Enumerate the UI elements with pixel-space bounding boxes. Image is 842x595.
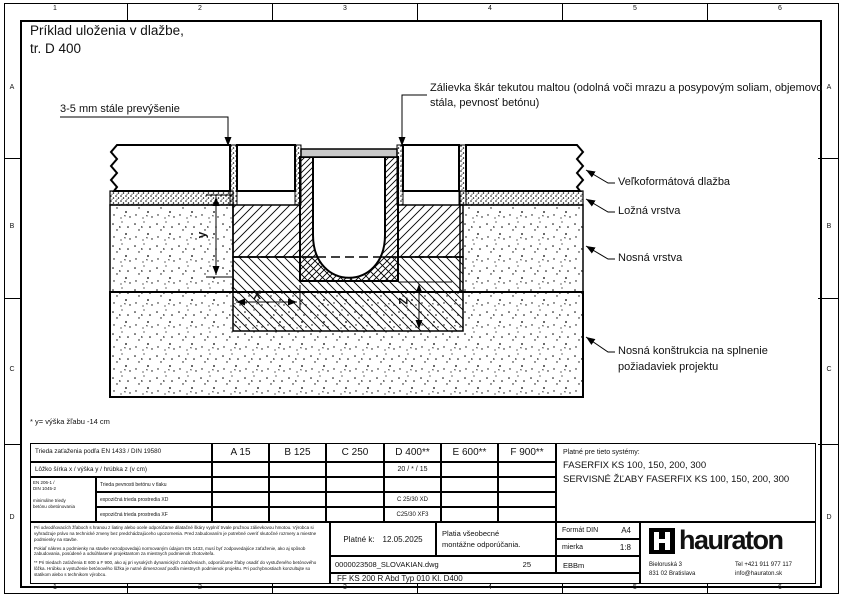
grout-leader <box>402 95 427 146</box>
label-bedding: Ložná vrstva <box>618 205 681 217</box>
ruler-row-label: A <box>9 84 15 91</box>
concrete-value <box>441 507 498 522</box>
title-line2: tr. D 400 <box>30 40 82 56</box>
ruler-row-label: B <box>9 223 15 230</box>
format-cell <box>556 522 640 539</box>
brand-cell <box>640 522 816 584</box>
concrete-value <box>498 477 556 492</box>
grating <box>301 149 397 157</box>
disclaimer-p2: Pokiaľ nákres a podmienky na stavbe nezodpovedajú normovaným údajom EN 1433, musí byť zodpovedajúce zaťaženie, ako aj spôsob zabudovania, posúdené a odsúhlasené projektantom za miestnych podmienok zhotoviteľa. <box>34 545 306 557</box>
joint-strip <box>459 145 466 205</box>
ruler-col-label: 4 <box>488 5 492 12</box>
layer-bedding-right <box>460 191 583 205</box>
paving-slab-outer-left <box>111 145 230 191</box>
bedding-value <box>326 462 384 477</box>
ruler-row-label: B <box>826 223 832 230</box>
bedding-value <box>441 462 498 477</box>
ruler-row-label: D <box>826 514 832 521</box>
ruler-col-label: 4 <box>488 584 492 591</box>
layer-base-right <box>460 205 583 292</box>
footnote: * y= výška žľabu -14 cm <box>30 417 110 426</box>
address-line2: 831 02 Bratislava <box>649 571 696 577</box>
label-paving: Veľkoformátová dlažba <box>618 176 731 188</box>
concrete-std-line1: EN 206-1 / <box>33 480 55 485</box>
valid-date-cell <box>330 522 436 556</box>
concrete-standard-cell <box>30 477 96 522</box>
concrete-value <box>326 492 384 507</box>
label-construction-line1: Nosná konštrukcia na splnenie <box>618 345 768 357</box>
ruler-row-label: D <box>9 514 15 521</box>
leader-base <box>586 246 615 259</box>
grout-annotation-line2: stála, pevnosť betónu) <box>430 97 540 109</box>
label-base: Nosná vrstva <box>618 252 683 264</box>
valid-label: Platné k: <box>343 534 375 544</box>
ruler-col-label: 2 <box>198 584 202 591</box>
ruler-col-label: 3 <box>343 584 347 591</box>
dim-y-label: y <box>194 231 209 239</box>
ruler-col-label: 6 <box>778 584 782 591</box>
ruler-col-label: 1 <box>53 584 57 591</box>
address-line1: Bieloruská 3 <box>649 562 683 568</box>
encasement-left <box>233 205 300 257</box>
drawing-title-cell: FF KS 200 R Abd Typ 010 Kl. D400 <box>330 573 640 584</box>
ruler-col-label: 3 <box>343 5 347 12</box>
hauraton-logo <box>649 527 783 554</box>
disclaimer-p1: Pri odvodňovacích žľaboch s hranou z liatiny alebo ocele odporúčame dilatačné škáry vyplniť trvale pružnou zálievkovou hmotou. Výrobca si vyhradzuje právo na technické zmeny bez predchádzajúceho upozornenia. Pred zabudovaním je potrebné overiť skutočné rozmery a miestne podmienky na stavbe. <box>34 525 317 542</box>
leader-bedding <box>586 199 615 212</box>
bedding-value <box>212 462 269 477</box>
concrete-value <box>212 492 269 507</box>
systems-line2: SERVISNÉ ŽĽABY FASERFIX KS 100, 150, 200, 300 <box>563 473 790 485</box>
ruler-row-label: C <box>9 366 15 373</box>
concrete-value <box>212 507 269 522</box>
layer-base-left <box>110 205 233 292</box>
layer-bedding-left <box>110 191 233 205</box>
hauraton-logo-icon <box>649 528 675 554</box>
load-class: E 600** <box>441 443 498 462</box>
load-class: B 125 <box>269 443 326 462</box>
scale-value: 1:8 <box>619 543 631 552</box>
concrete-value <box>441 492 498 507</box>
format-label: Formát DIN <box>562 527 599 534</box>
note-line1: Platia všeobecné <box>442 529 500 538</box>
concrete-row3-label: Trieda pevnosti betónu v tlaku <box>96 477 212 492</box>
file-name: 0000023508_SLOVAKIAN.dwg <box>335 560 439 569</box>
concrete-note-line1: minimálne triedy <box>33 498 66 504</box>
load-class-row-label: Trieda zaťaženia podľa EN 1433 / DIN 19580 <box>30 443 212 462</box>
load-class: A 15 <box>212 443 269 462</box>
note-line2: montážne odporúčania. <box>442 540 521 550</box>
concrete-value <box>326 507 384 522</box>
brand-contact <box>735 561 792 579</box>
leader-construction <box>586 337 615 352</box>
load-class: C 250 <box>326 443 384 462</box>
concrete-value-d400-xf: C25/30 XF3 <box>384 507 441 522</box>
systems-heading: Platné pre tieto systémy: <box>563 449 640 456</box>
file-cell <box>330 556 556 573</box>
sheet-number: 25 <box>522 560 531 569</box>
bedding-value-d400: 20 / * / 15 <box>384 462 441 477</box>
concrete-value <box>269 477 326 492</box>
joint-strip <box>230 145 237 205</box>
disclaimer-p3: ** Pri triedach zaťaženia E 600 a F 900, ako aj pri vysokých dynamických zaťaženiach, odporúčame žľaby osadiť do vystuženého betónového lôžka. Hrúbku a vystuženie betónového lôžka je nutné dimenzovať podľa miestnych podmienok projektu. Pri pochybnostiach konzultujte so statikom alebo s technikom výrobcu. <box>34 560 317 577</box>
overhang-annotation: 3-5 mm stále prevýšenie <box>60 103 180 115</box>
dim-x-label: X <box>253 288 262 302</box>
brand-email: info@hauraton.sk <box>735 571 783 577</box>
ruler-col-label: 5 <box>633 5 637 12</box>
concrete-row4-label: expozičná trieda prostredia XD <box>96 492 212 507</box>
scale-cell <box>556 539 640 556</box>
concrete-value <box>326 477 384 492</box>
author-cell: EBBm <box>556 556 640 573</box>
concrete-value <box>498 507 556 522</box>
ruler-col-label: 5 <box>633 584 637 591</box>
bedding-value <box>498 462 556 477</box>
load-class: D 400** <box>384 443 441 462</box>
grout-annotation-line1: Zálievka škár tekutou maltou (odolná voči mrazu a posypovým soliam, objemovo <box>430 82 823 94</box>
disclaimer-cell <box>30 522 330 584</box>
concrete-std-line2: DIN 1045-2 <box>33 486 57 492</box>
concrete-value <box>384 477 441 492</box>
brand-address <box>649 561 695 579</box>
paving-slab-inner-left <box>237 145 295 191</box>
scale-label: mierka <box>562 544 584 551</box>
format-value: A4 <box>621 526 631 535</box>
systems-line1: FASERFIX KS 100, 150, 200, 300 <box>563 460 707 471</box>
channel-interior <box>313 157 385 278</box>
concrete-value <box>269 492 326 507</box>
title-line1: Príklad uloženia v dlažbe, <box>30 23 184 38</box>
ruler-row-label: C <box>826 366 832 373</box>
leader-paving <box>586 170 615 183</box>
hauraton-logo-text: hauraton <box>679 525 783 555</box>
dim-z-label: Z <box>396 297 411 305</box>
bedding-row-label: Lôžko šírka x / výška y / hrúbka z (v cm) <box>30 462 212 477</box>
ruler-row-label: A <box>826 84 832 91</box>
concrete-value-d400-xd: C 25/30 XD <box>384 492 441 507</box>
paving-slab-outer-right <box>466 145 583 191</box>
encasement-right <box>398 205 463 257</box>
valid-date: 12.05.2025 <box>382 534 423 544</box>
concrete-row5-label: expozičná trieda prostredia XF <box>96 507 212 522</box>
concrete-value <box>269 507 326 522</box>
concrete-note-line2: betónu obetónovania <box>33 504 76 510</box>
load-class: F 900** <box>498 443 556 462</box>
ruler-col-label: 2 <box>198 5 202 12</box>
concrete-value <box>441 477 498 492</box>
bedding-value <box>269 462 326 477</box>
brand-phone: Tel +421 911 977 117 <box>735 562 792 568</box>
systems-panel <box>556 443 816 522</box>
concrete-value <box>498 492 556 507</box>
concrete-value <box>212 477 269 492</box>
ruler-col-label: 6 <box>778 5 782 12</box>
overhang-leader <box>60 117 228 146</box>
ruler-col-label: 1 <box>53 5 57 12</box>
general-note-cell <box>436 522 556 556</box>
paving-slab-inner-right <box>403 145 459 191</box>
label-construction-line2: požiadaviek projektu <box>618 361 719 373</box>
